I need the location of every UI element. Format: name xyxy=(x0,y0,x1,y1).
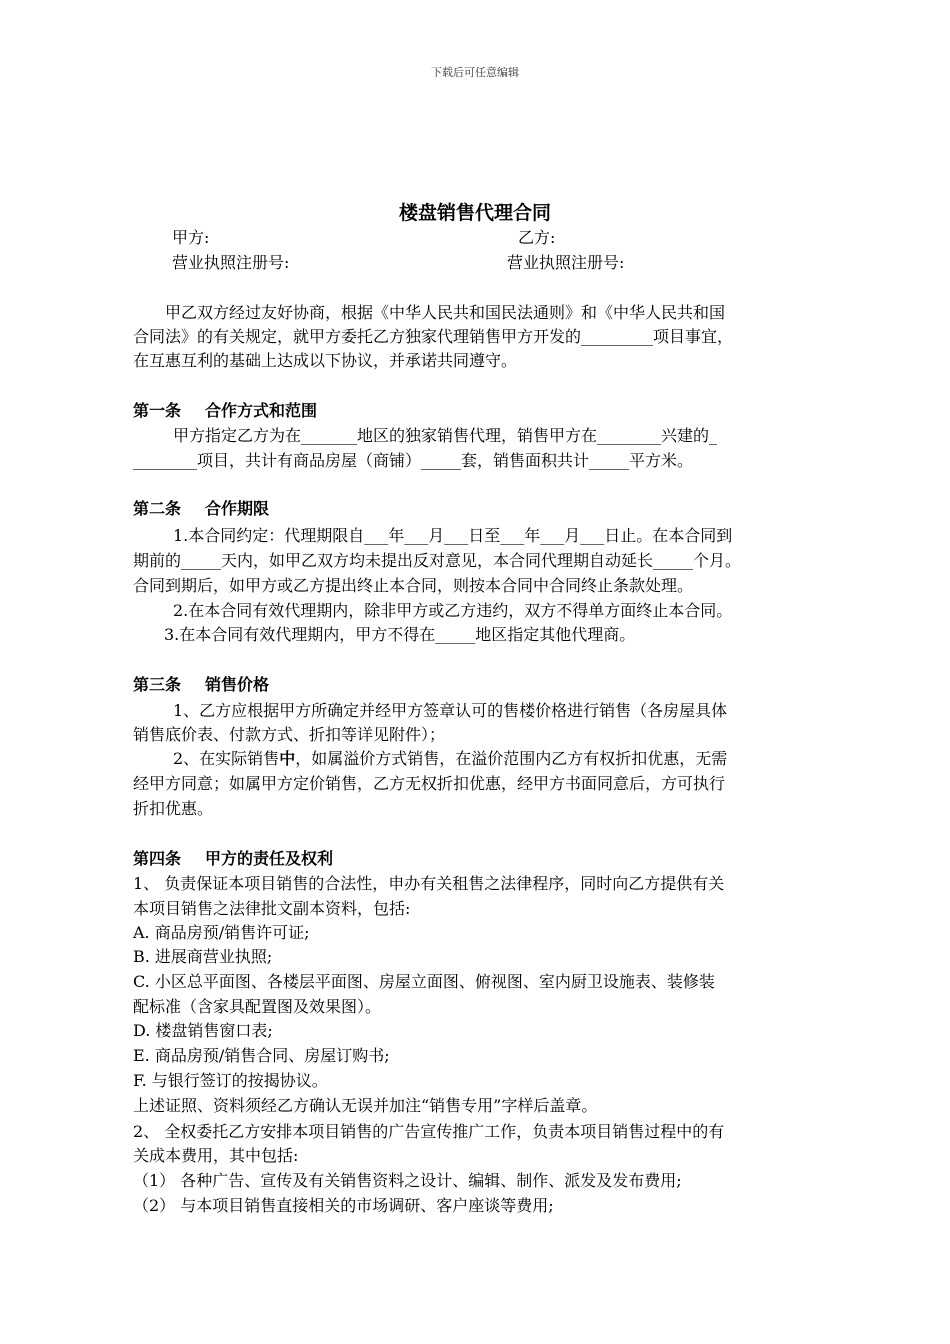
article-4-line: 本项目销售之法律批文副本资料，包括: xyxy=(133,899,411,918)
article-number: 第四条 xyxy=(133,849,182,868)
text-segment-bold: 中 xyxy=(279,749,296,768)
party-a-label: 甲方: xyxy=(172,228,210,247)
article-1-heading xyxy=(133,399,317,423)
article-4-line: （2） 与本项目销售直接相关的市场调研、客户座谈等费用; xyxy=(133,1196,554,1215)
party-b-label: 乙方: xyxy=(518,228,556,247)
article-2-line: 2.在本合同有效代理期内，除非甲方或乙方违约，双方不得单方面终止本合同。 xyxy=(173,601,733,620)
list-item-a: A. 商品房预/销售许可证; xyxy=(133,923,310,942)
license-b-label: 营业执照注册号: xyxy=(507,253,625,272)
article-4-heading xyxy=(133,847,333,871)
article-number: 第三条 xyxy=(133,675,182,694)
article-3-line: 折扣优惠。 xyxy=(133,799,214,818)
article-2-heading xyxy=(133,497,269,521)
list-item-e: E. 商品房预/销售合同、房屋订购书; xyxy=(133,1046,390,1065)
preamble-line: 在互惠互利的基础上达成以下协议，并承诺共同遵守。 xyxy=(133,351,518,370)
article-number: 第二条 xyxy=(133,499,182,518)
article-title: 甲方的责任及权利 xyxy=(205,849,334,868)
article-1-line: ________项目，共计有商品房屋（商铺）_____套，销售面积共计_____平方米。 xyxy=(133,451,694,470)
article-3-heading xyxy=(133,673,269,697)
article-4-line: 上述证照、资料须经乙方确认无误并加注“销售专用”字样后盖章。 xyxy=(133,1096,598,1115)
article-4-line: 关成本费用，其中包括: xyxy=(133,1146,299,1165)
text-segment: ，如属溢价方式销售，在溢价范围内乙方有权折扣优惠，无需 xyxy=(295,749,728,768)
article-4-line: （1） 各种广告、宣传及有关销售资料之设计、编辑、制作、派发及发布费用; xyxy=(133,1171,682,1190)
list-item-d: D. 楼盘销售窗口表; xyxy=(133,1021,273,1040)
article-1-line: 甲方指定乙方为在_______地区的独家销售代理，销售甲方在________兴建的_ xyxy=(173,426,718,445)
list-item-b: B. 进展商营业执照; xyxy=(133,947,273,966)
article-title: 合作期限 xyxy=(205,499,270,518)
article-3-line xyxy=(173,747,727,771)
list-item-f: F. 与银行签订的按揭协议。 xyxy=(133,1071,328,1090)
list-item-c-cont: 配标准（含家具配置图及效果图）。 xyxy=(133,997,382,1016)
list-item-c: C. 小区总平面图、各楼层平面图、房屋立面图、俯视图、室内厨卫设施表、装修装 xyxy=(133,972,715,991)
article-3-line: 销售底价表、付款方式、折扣等详见附件）； xyxy=(133,725,446,744)
article-title: 合作方式和范围 xyxy=(205,401,318,420)
article-4-line: 2、 全权委托乙方安排本项目销售的广告宣传推广工作，负责本项目销售过程中的有 xyxy=(133,1122,725,1141)
article-2-line: 期前的_____天内，如甲乙双方均未提出反对意见，本合同代理期自动延长_____个月。 xyxy=(133,551,742,570)
article-number: 第一条 xyxy=(133,401,182,420)
article-3-line: 1、乙方应根据甲方所确定并经甲方签章认可的售楼价格进行销售（各房屋具体 xyxy=(173,701,728,720)
article-2-line: 3.在本合同有效代理期内，甲方不得在_____地区指定其他代理商。 xyxy=(164,625,636,644)
preamble-line: 甲乙双方经过友好协商，根据《中华人民共和国民法通则》和《中华人民共和国 xyxy=(165,303,726,322)
article-2-line: 合同到期后，如甲方或乙方提出终止本合同，则按本合同中合同终止条款处理。 xyxy=(133,576,694,595)
contract-title: 楼盘销售代理合同 xyxy=(398,202,551,224)
text-segment: 2、在实际销售 xyxy=(173,749,280,768)
page-header-note: 下载后可任意编辑 xyxy=(431,66,519,79)
article-2-line: 1.本合同约定：代理期限自___年___月___日至___年___月___日止。在本合同到 xyxy=(173,526,733,545)
article-4-line: 1、 负责保证本项目销售的合法性，申办有关租售之法律程序，同时向乙方提供有关 xyxy=(133,874,725,893)
article-title: 销售价格 xyxy=(205,675,270,694)
preamble-line: 合同法》的有关规定，就甲方委托乙方独家代理销售甲方开发的_________项目事宜， xyxy=(133,327,734,346)
license-a-label: 营业执照注册号: xyxy=(172,253,290,272)
article-3-line: 经甲方同意；如属甲方定价销售，乙方无权折扣优惠，经甲方书面同意后，方可执行 xyxy=(133,774,726,793)
